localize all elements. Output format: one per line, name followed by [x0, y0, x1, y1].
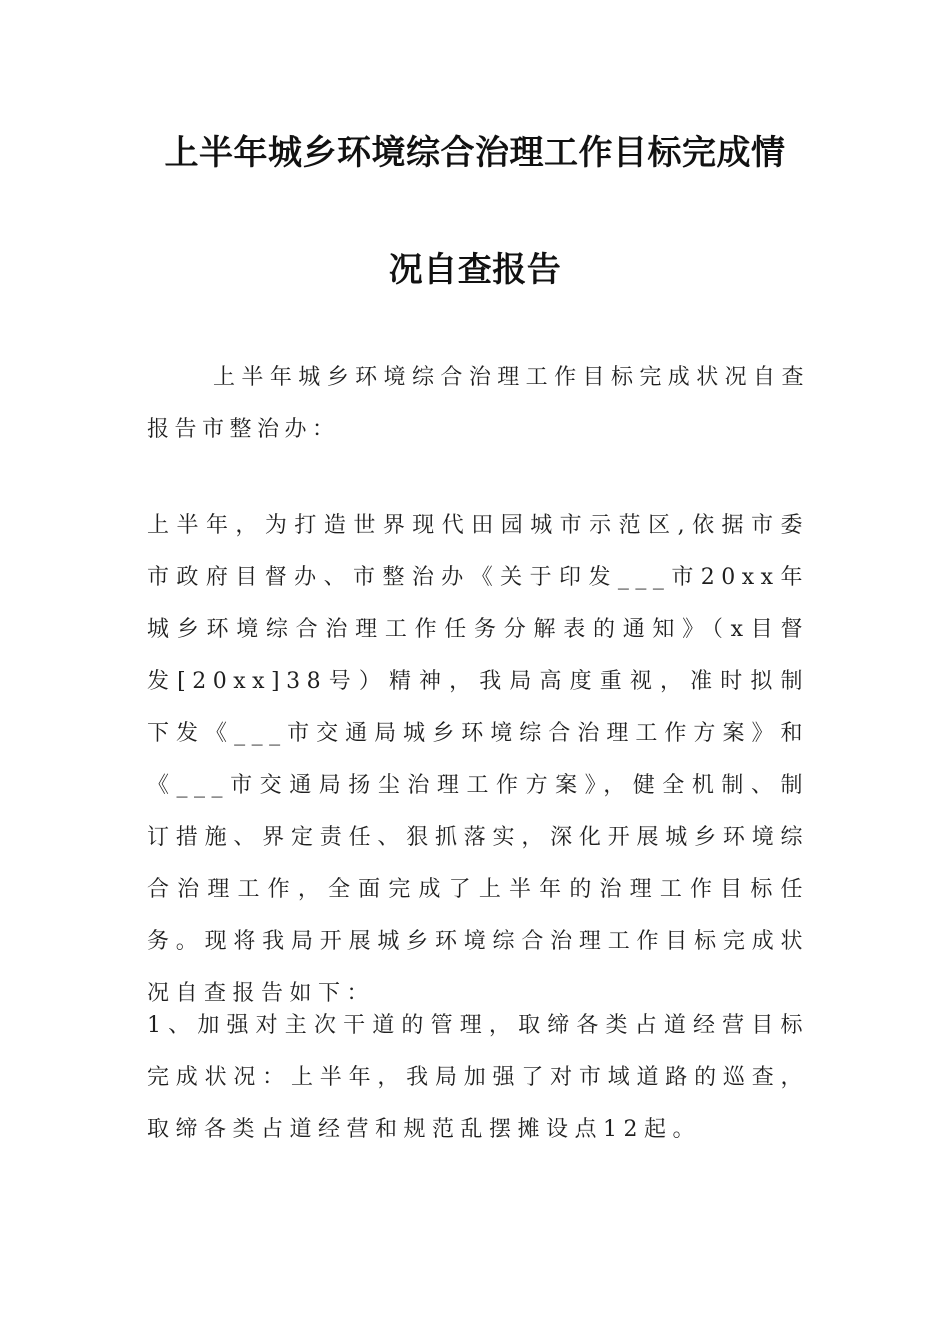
main-paragraph: 上半年，为打造世界现代田园城市示范区,依据市委市政府目督办、市整治办《关于印发___市20xx年城乡环境综合治理工作任务分解表的通知》（x目督发[20xx]38号）精神，我局高度重视，准时拟制下发《___市交通局城乡环境综合治理工作方案》和《___市交通局扬尘治理工作方案》，健全机制、制订措施、界定责任、狠抓落实，深化开展城乡环境综合治理工作，全面完成了上半年的治理工作目标任务。现将我局开展城乡环境综合治理工作目标完成状况自查报告如下：: [147, 513, 809, 1006]
intro-paragraph: 上半年城乡环境综合治理工作目标完成状况自查报告市整治办：: [147, 365, 809, 442]
document-title-line-1: 上半年城乡环境综合治理工作目标完成情: [164, 133, 786, 173]
item-1-paragraph: 1、加强对主次干道的管理，取缔各类占道经营目标完成状况：上半年，我局加强了对市域道路的巡查，取缔各类占道经营和规范乱摆摊设点12起。: [147, 1013, 809, 1142]
document-title-line-2: 况自查报告: [388, 250, 562, 290]
